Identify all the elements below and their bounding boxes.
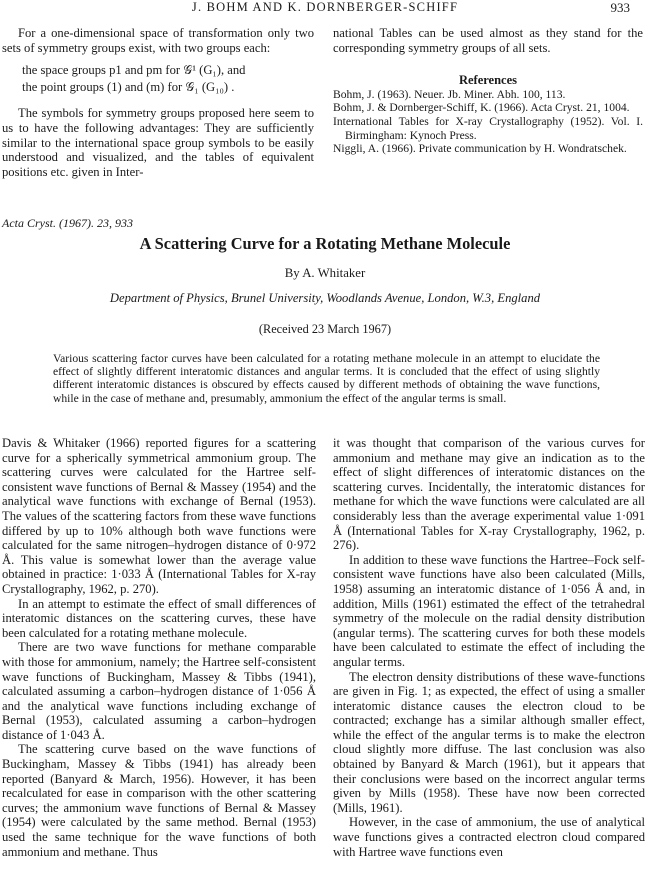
paragraph: The scattering curve based on the wave functions of Buckingham, Massey & Tibbs (1941) has already been reported (Banyard & March, 1956). However, it has been recalculated for ease in comparison with the other scattering curves; the ammonium wave functions of Bernal & Massey (1954) were calculated by the same method. Bernal (1953) used the same technique for the wave functions of both ammonium and methane. Thus (2, 742, 316, 859)
abstract: Various scattering factor curves have been calculated for a rotating methane molecule in an attempt to elucidate the effect of slightly different interatomic distances and angular terms. It is concluded that the effect of using slightly different interatomic distances is obscured by effects caused by different methods of obtaining the wave functions, while in the case of methane and, presumably, ammonium the effect of the angular terms is small. (53, 352, 600, 405)
paragraph: There are two wave functions for methane comparable with those for ammonium, namely; the Hartree self-consistent wave functions of Buckingham, Massey & Tibbs (1941), calculated assuming a carbon–hydrogen distance of 1·056 Å and the analytical wave functions including exchange of Bernal (1953), calculated assuming a carbon–hydrogen distance of 1·043 Å. (2, 640, 316, 742)
journal-citation: Acta Cryst. (1967). 23, 933 (2, 216, 133, 230)
running-header-authors: J. BOHM AND K. DORNBERGER-SCHIFF (191, 0, 459, 14)
paragraph: it was thought that comparison of the various curves for ammonium and methane may give an indication as to the effect of slight differences of interatomic distances on the scattering curves. Incidentally, the interatomic distances for methane for which the wave functions were calculated are all considerably less than the average experimental value 1·091 Å (International Tables for X-ray Crystallography, 1962, p. 276). (333, 436, 645, 553)
received-date: (Received 23 March 1967) (258, 322, 392, 336)
reference-item: Niggli, A. (1966). Private communication by H. Wondratschek. (333, 142, 627, 156)
body-right-column (333, 436, 645, 859)
paragraph: The symbols for symmetry groups proposed here seem to us to have the following advantages: They are sufficiently similar to the international space group symbols to be easily understood and visualized, and the tables of equivalent positions etc. given in Inter- (2, 106, 314, 179)
reference-item: Bohm, J. & Dornberger-Schiff, K. (1966). Acta Cryst. 21, 1004. (333, 101, 630, 115)
paragraph: The electron density distributions of these wave-functions are given in Fig. 1; as expected, the effect of using a smaller interatomic distance causes the electron cloud to be contracted; exchange has a similar although smaller effect, while the effect of the angular terms is to make the electron cloud slightly more diffuse. The last conclusion was also obtained by Banyard & March (1961), but it appears that their conclusions were based on the incorrect angular terms given by Mills (1958). These have now been corrected (Mills, 1961). (333, 669, 645, 815)
author-affiliation: Department of Physics, Brunel University, Woodlands Avenue, London, W.3, England (109, 291, 541, 305)
previous-article-left-column (2, 26, 314, 179)
previous-article-right-column (333, 26, 643, 156)
paragraph: In addition to these wave functions the Hartree–Fock self-consistent wave functions have also been calculated (Mills, 1958) assuming an interatomic distance of 1·056 Å and, in addition, Mills (1961) estimated the effect of the tetrahedral symmetry of the molecule on the radial density distribution (angular terms). The scattering curves for both these models have been calculated to estimate the effect of including the angular terms. (333, 552, 645, 669)
paragraph: For a one-dimensional space of transformation only two sets of symmetry groups exist, with two groups each: (2, 26, 314, 55)
paragraph: However, in the case of ammonium, the use of analytical wave functions gives a contracted electron cloud compared with Hartree wave functions even (333, 815, 645, 859)
article-byline: By A. Whitaker (284, 266, 366, 280)
reference-item: International Tables for X-ray Crystallography (1952). Vol. I. Birmingham: Kynoch Press. (333, 114, 643, 142)
paragraph: national Tables can be used almost as they stand for the corresponding symmetry groups of all sets. (333, 26, 643, 55)
paragraph: Davis & Whitaker (1966) reported figures for a scattering curve for a spherically symmetrical ammonium group. The scattering curves were calculated for the Hartree self-consistent wave functions of Bernal & Massey (1954) and the analytical wave functions with exchange of Bernal (1953). The values of the scattering factors from these wave functions differed by up to 10% although both wave functions were calculated for the same nitrogen–hydrogen distance of 0·972 Å. This value is somewhat lower than the average value obtained in practice: 1·033 Å (International Tables for X-ray Crystallography, 1962, p. 270). (2, 436, 316, 596)
symmetry-line-space-groups: the space groups p1 and pm for 𝒢¹ (G₁), and (22, 63, 246, 78)
running-header (0, 0, 650, 16)
article-title: A Scattering Curve for a Rotating Methane Molecule (139, 234, 511, 253)
references-heading: References (458, 73, 518, 88)
paragraph: In an attempt to estimate the effect of small differences of interatomic distances on the scattering curves, these have been calculated for a rotating methane molecule. (2, 596, 316, 640)
body-left-column (2, 436, 316, 859)
symmetry-line-point-groups: the point groups (1) and (m) for 𝒢₁ (G₁₀) . (22, 79, 235, 94)
reference-item: Bohm, J. (1963). Neuer. Jb. Miner. Abh. 100, 113. (333, 87, 566, 101)
page-number: 933 (610, 0, 630, 15)
